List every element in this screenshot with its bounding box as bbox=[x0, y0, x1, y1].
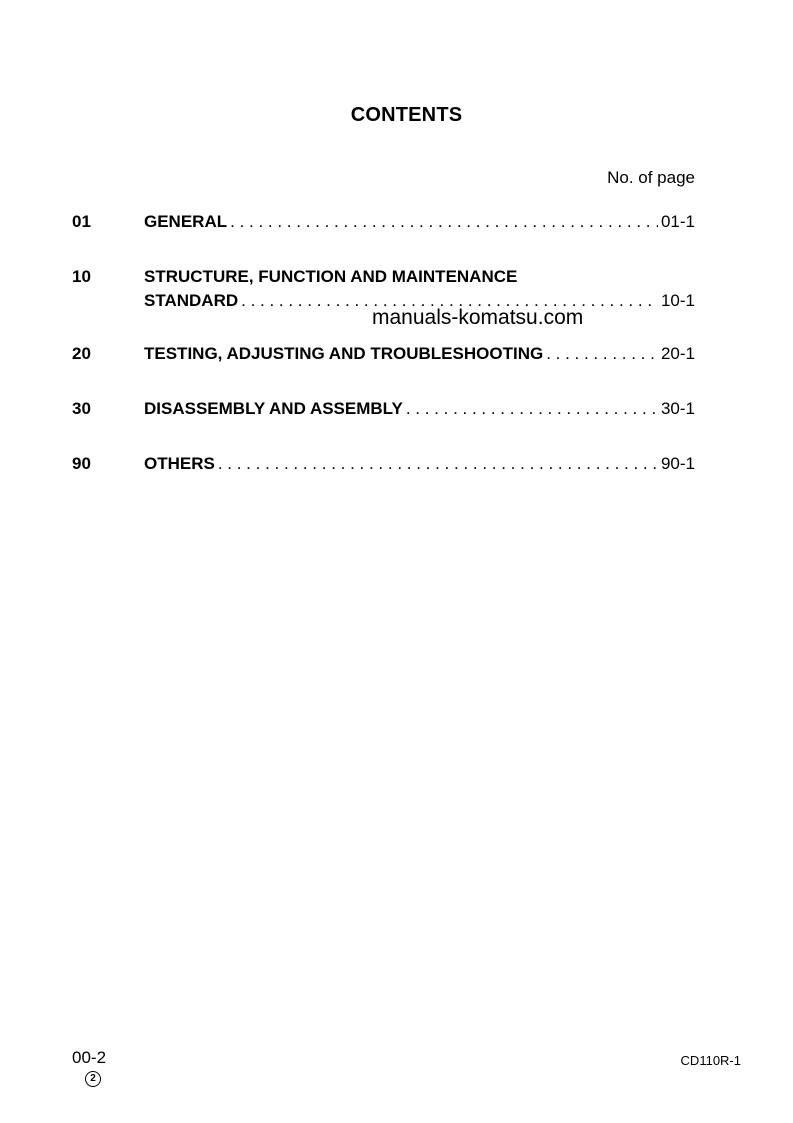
dot-leader bbox=[218, 454, 658, 474]
toc-page-number: 30-1 bbox=[660, 399, 695, 418]
toc-number: 01 bbox=[72, 212, 91, 231]
toc-label: GENERAL bbox=[144, 212, 228, 231]
toc-page-number: 10-1 bbox=[660, 291, 695, 310]
toc-page-number: 20-1 bbox=[660, 344, 695, 363]
toc-number: 30 bbox=[72, 399, 91, 418]
dot-leader bbox=[546, 344, 658, 364]
document-title: CONTENTS bbox=[350, 104, 463, 126]
watermark-text: manuals-komatsu.com bbox=[372, 306, 584, 329]
toc-page-number: 01-1 bbox=[660, 212, 695, 231]
toc-page-number: 90-1 bbox=[660, 454, 695, 473]
page-column-header: No. of page bbox=[607, 168, 695, 187]
toc-number: 90 bbox=[72, 454, 91, 473]
toc-label: OTHERS bbox=[144, 454, 215, 473]
toc-label: TESTING, ADJUSTING AND TROUBLESHOOTING bbox=[144, 344, 544, 363]
toc-number: 20 bbox=[72, 344, 91, 363]
toc-label: DISASSEMBLY AND ASSEMBLY bbox=[144, 399, 403, 418]
dot-leader bbox=[230, 212, 658, 232]
toc-label: STRUCTURE, FUNCTION AND MAINTENANCE bbox=[144, 267, 518, 286]
dot-leader bbox=[406, 399, 658, 419]
toc-number: 10 bbox=[72, 267, 91, 286]
revision-mark-icon: 2 bbox=[85, 1071, 101, 1087]
toc-label-continued: STANDARD bbox=[144, 291, 239, 310]
footer-model-code: CD110R-1 bbox=[680, 1053, 741, 1068]
footer-page-number: 00-2 bbox=[72, 1048, 107, 1067]
